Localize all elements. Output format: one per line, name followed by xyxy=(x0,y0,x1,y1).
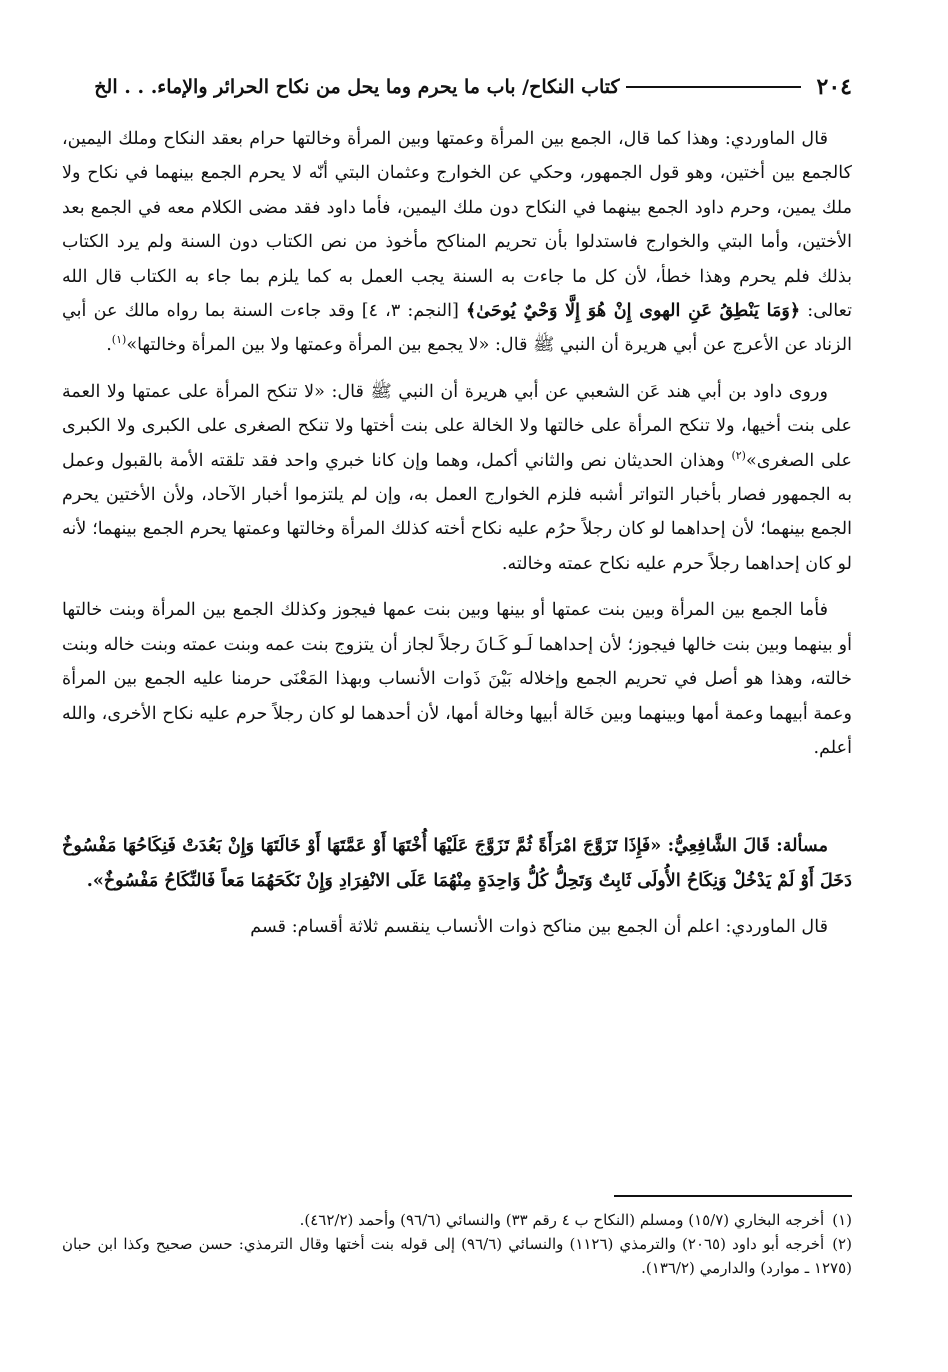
footnote-ref-2: (٢) xyxy=(731,448,746,462)
footnote-ref-1: (١) xyxy=(111,333,127,347)
footnote-1-number: (١) xyxy=(832,1211,852,1229)
running-title: كتاب النكاح/ باب ما يحرم وما يحل من نكاح الحرائر والإماء. . . الخ xyxy=(94,76,620,98)
header-rule xyxy=(626,86,801,88)
footnote-2 xyxy=(62,1232,852,1280)
footnote-separator xyxy=(614,1195,852,1197)
footnote-1-text: أخرجه البخاري (١٥/٧) ومسلم (النكاح ب ٤ رقم ٣٣) والنسائي (٩٦/٦) وأحمد (٤٦٢/٢). xyxy=(299,1211,825,1229)
footnote-2-text: أخرجه أبو داود (٢٠٦٥) والترمذي (١١٢٦) والنسائي (٩٦/٦) إلى قوله بنت أختها وقال الترمذي: حسن صحيح وكذا ابن حبان (١٢٧٥ ـ موارد) والدارمي (١٣٦/٢). xyxy=(62,1235,852,1277)
masala-paragraph xyxy=(62,829,852,898)
masala-label: مسألة: قَالَ الشَّافِعِيُّ: xyxy=(667,835,828,857)
page-header xyxy=(78,70,852,104)
main-text xyxy=(62,122,852,957)
page-number: ٢٠٤ xyxy=(816,74,852,100)
paragraph-1-end: . xyxy=(106,335,112,356)
paragraph-5: قال الماوردي: اعلم أن الجمع بين مناكح ذوات الأنساب ينقسم ثلاثة أقسام: قسم xyxy=(250,917,828,938)
section-gap xyxy=(62,777,852,829)
paragraph-1-hadith: [النجم: ٣، ٤] وقد جاءت السنة بما رواه مالك عن أبي الزناد عن الأعرج عن أبي هريرة أن النبي ﷺ قال: «لا يجمع بين المرأة وعمتها ولا بين المرأة وخالتها» xyxy=(62,301,852,356)
paragraph-3: فأما الجمع بين المرأة وبين بنت عمتها أو بينها وبين بنت عمها فيجوز وكذلك الجمع بين المرأة وبنت خالتها أو بينهما وبين بنت خالها فيجوز؛ لأن إحداهما لَـو كَـانَ رجلاً لجاز أن يتزوج بنت عمه وبنت عمته وبنت خاله وبنت خالته، وهذا هو أصل في تحريم الجمع وإخلاله بَيْنَ ذَوات الأنساب وبهذا المَعْنَى حرمنا عليه الجمع بين المرأة وعمة أبيهما وعمة أمها وبينهما وبين خَالة أبيها وخالة أمها، لأن أحدهما لو كان رجلاً حرم عليه نكاح الأخرى، والله أعلم. xyxy=(62,600,852,758)
footnote-2-number: (٢) xyxy=(832,1235,852,1253)
paragraph-1 xyxy=(62,122,852,363)
paragraph-2-text: وروى داود بن أبي هند عَن الشعبي عن أبي هريرة أن النبي ﷺ قال: «لا تنكح المرأة على عمتها ولا العمة على بنت أخيها، ولا تنكح المرأة على خالتها ولا الخالة على بنت أختها ولا تنكح الصغرى على الكبرى ولا الكبرى على الصغرى» xyxy=(62,381,852,471)
shafii-quote: «فَإِذَا تَزَوَّجَ امْرَأَةً ثُمَّ تَزَوَّجَ عَلَيْهَا أُخْتَهَا أَوْ عَمَّتَهَا أَوْ خَالَتَهَا وَإِنْ بَعُدَتْ فَنِكَاحُهَا مَفْسُوخٌ دَخَلَ أَوْ لَمْ يَدْخُلْ وَنِكَاحُ الأُولَى ثَابِتٌ وَتَحِلُّ كُلُّ وَاحِدَةٍ مِنْهُمَا عَلَى الانْفِرَادِ وَإِنْ نَكَحَهُمَا مَعاً فَالنِّكَاحُ مَفْسُوخٌ». xyxy=(62,835,852,891)
paragraph-2-rest: وهذان الحديثان نص والثاني أكمل، وهما وإن كانا خبري واحد فقد تلقته الأمة بالقبول وعمل به الجمهور فصار بأخبار التواتر أشبه فلزم الخوارج العمل به، وإن لم يلتزموا أخبار الآحاد، ولأن الأختين يحرم الجمع بينهما؛ لأن إحداهما لو كان رجلاً حرُم عليه نكاح أخته كذلك المرأة وخالتها وعمتها يحرم الجمع بينهما؛ لأنه لو كان إحداهما رجلاً حرم عليه نكاح عمته وخالته. xyxy=(62,450,852,574)
paragraph-1-text: قال الماوردي: وهذا كما قال، الجمع بين المرأة وعمتها وبين المرأة وخالتها حرام بعقد النكاح وملك اليمين، كالجمع بين أختين، وهو قول الجمهور، وحكي عن الخوارج وعثمان البتي أنّه لا يحرم الجمع بينهما في نكاح ولا ملك يمين، وحرم داود الجمع بينهما في النكاح دون ملك اليمين، فأما داود فقد مضى الكلام معه في الجمع بعد الأختين، وأما البتي والخوارج فاستدلوا بأن تحريم المناكح مأخوذ من نص الكتاب دون السنة ولم يرد الكتاب بذلك فلم يحرم وهذا خطأ، لأن كل ما جاءت به السنة يجب العمل به كما يلزم بما جاء به الكتاب قال الله تعالى: xyxy=(62,129,853,322)
footnote-1 xyxy=(62,1208,852,1232)
footnotes xyxy=(62,1208,852,1280)
paragraph-2 xyxy=(62,375,852,581)
quran-verse: ﴿وَمَا يَنْطِقُ عَنِ الهوى إِنْ هُوَ إِلَّا وَحْيٌ يُوحَىٰ﴾ xyxy=(465,300,801,322)
